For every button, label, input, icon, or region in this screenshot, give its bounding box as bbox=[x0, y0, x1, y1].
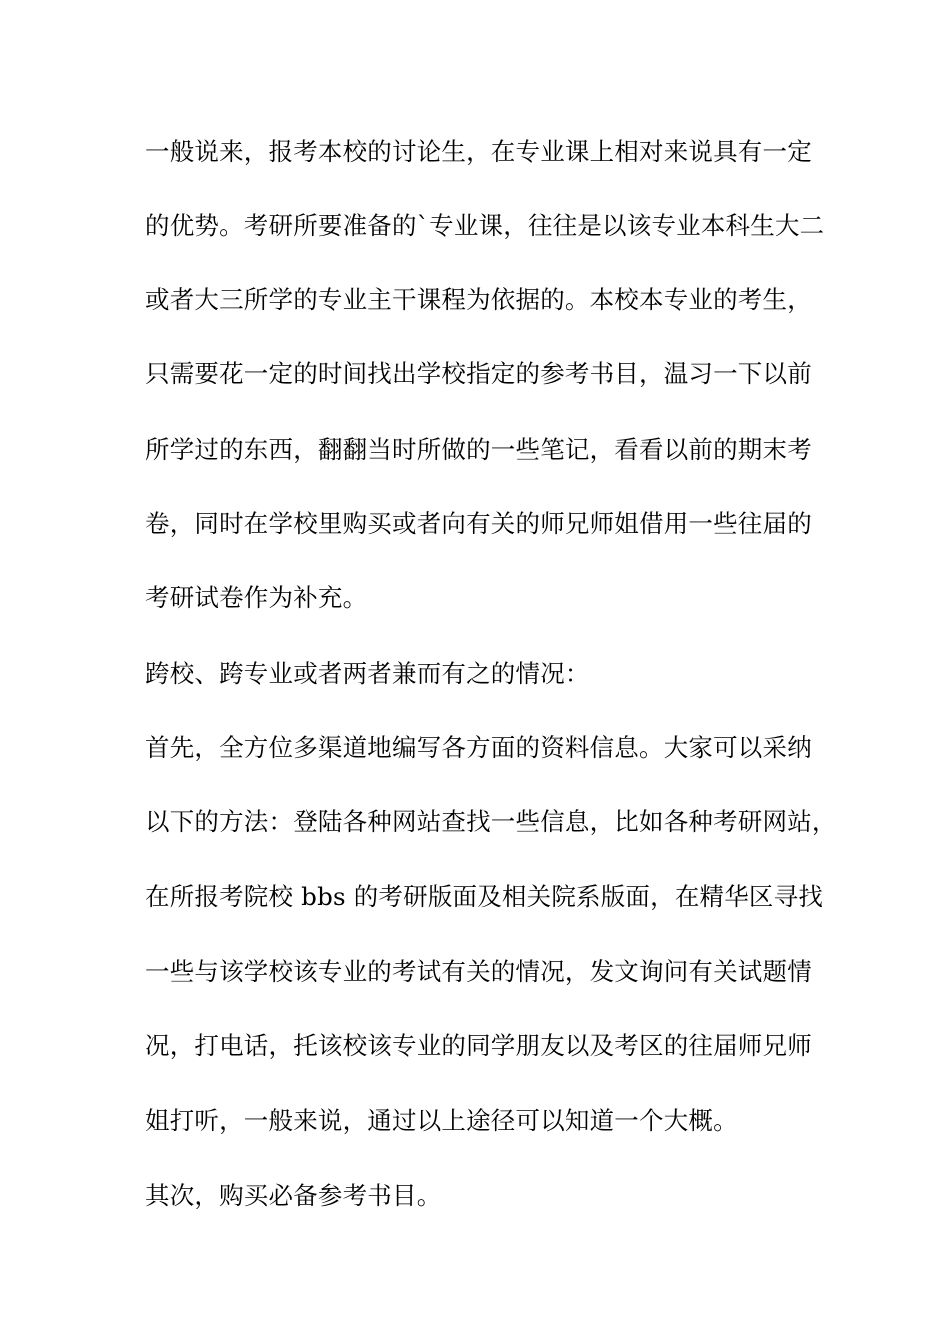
text-line-3: 或者大三所学的专业主干课程为依据的。本校本专业的考生， bbox=[145, 285, 812, 314]
text-line-1: 一般说来，报考本校的讨论生，在专业课上相对来说具有一定 bbox=[145, 137, 812, 166]
text-line-12: 一些与该学校该专业的考试有关的情况，发文询问有关试题情 bbox=[145, 957, 812, 986]
text-line-7: 考研试卷作为补充。 bbox=[145, 583, 368, 612]
text-line-11: 在所报考院校 bbs 的考研版面及相关院系版面，在精华区寻找 bbox=[145, 882, 824, 911]
text-line-13: 况，打电话，托该校该专业的同学朋友以及考区的往届师兄师 bbox=[145, 1031, 812, 1060]
text-line-2: 的优势。考研所要准备的`专业课，往往是以该专业本科生大二 bbox=[145, 211, 825, 240]
text-line-14: 姐打听，一般来说，通过以上途径可以知道一个大概。 bbox=[145, 1106, 738, 1135]
text-line-9: 首先，全方位多渠道地编写各方面的资料信息。大家可以采纳 bbox=[145, 733, 812, 762]
text-line-15: 其次，购买必备参考书目。 bbox=[145, 1181, 442, 1210]
section-heading: 跨校、跨专业或者两者兼而有之的情况： bbox=[145, 659, 590, 688]
text-line-6: 卷，同时在学校里购买或者向有关的师兄师姐借用一些往届的 bbox=[145, 509, 812, 538]
text-line-5: 所学过的东西，翻翻当时所做的一些笔记，看看以前的期末考 bbox=[145, 435, 812, 464]
text-line-4: 只需要花一定的时间找出学校指定的参考书目，温习一下以前 bbox=[145, 359, 812, 388]
text-line-10: 以下的方法：登陆各种网站查找一些信息，比如各种考研网站， bbox=[145, 807, 837, 836]
